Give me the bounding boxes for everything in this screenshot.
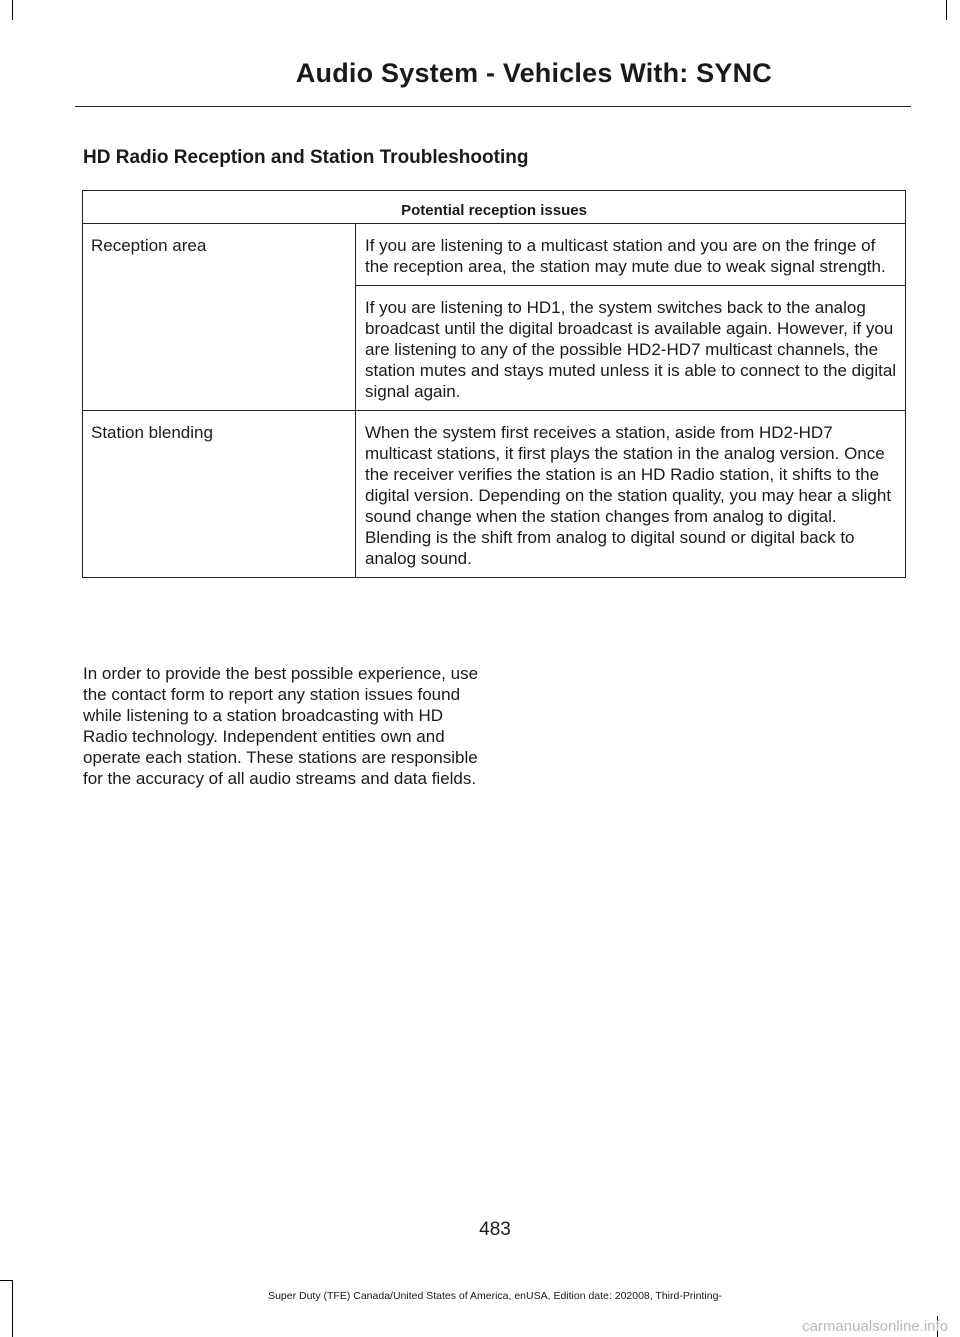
table-row [83, 224, 906, 286]
reception-issues-table [82, 190, 906, 578]
watermark: carmanualsonline.info [802, 1318, 948, 1335]
table-header-cell: Potential reception issues [83, 191, 906, 224]
table-row-description: If you are listening to a multicast station and you are on the fringe of the reception area, the station may mute due to weak signal strength. [356, 224, 906, 286]
edition-footer: Super Duty (TFE) Canada/United States of America, enUSA, Edition date: 202008, Third-Printing- [268, 1290, 722, 1302]
section-heading: HD Radio Reception and Station Troubleshooting [83, 147, 529, 168]
body-paragraph: In order to provide the best possible experience, use the contact form to report any station issues found while listening to a station broadcasting with HD Radio technology. Independent entities own and operate each station. These stations are responsible for the accuracy of all audio streams and data fields. [83, 664, 479, 788]
table-row [83, 411, 906, 578]
page-header-title: Audio System - Vehicles With: SYNC [295, 58, 772, 88]
table-row-description: If you are listening to HD1, the system switches back to the analog broadcast until the digital broadcast is available again. However, if you are listening to any of the possible HD2-HD7 multicast channels, the station mutes and stays muted unless it is able to connect to the digital signal again. [356, 286, 906, 411]
table-row-label: Reception area [83, 224, 356, 411]
crop-mark-top-right-vertical [946, 0, 947, 20]
crop-mark-bottom-left-vertical [12, 1280, 13, 1337]
table-row-label: Station blending [83, 411, 356, 578]
crop-mark-top-left-vertical [12, 0, 13, 20]
crop-mark-bottom-left-horizontal [0, 1280, 12, 1281]
table-header-row [83, 191, 906, 224]
page-number: 483 [479, 1219, 511, 1240]
table-row-description: When the system first receives a station, aside from HD2-HD7 multicast stations, it first plays the station in the analog version. Once the receiver verifies the station is an HD Radio station, it shifts to the digital version. Depending on the station quality, you may hear a slight sound change when the station changes from analog to digital. Blending is the shift from analog to digital sound or digital back to analog sound. [356, 411, 906, 578]
header-divider [75, 106, 911, 107]
